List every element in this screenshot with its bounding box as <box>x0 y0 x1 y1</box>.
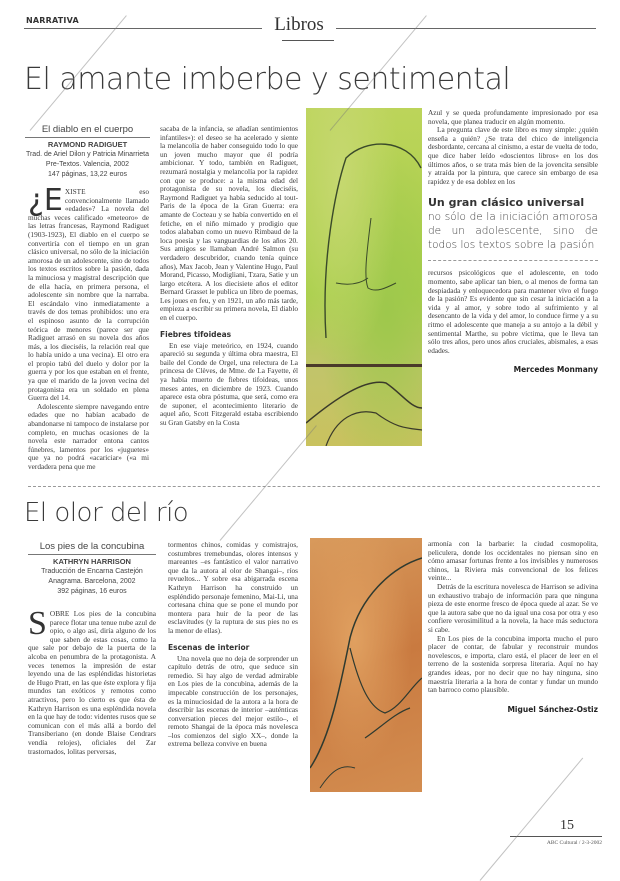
subheading: Escenas de interior <box>168 642 250 652</box>
review1-column-2 <box>160 125 298 428</box>
paragraph: En ese viaje meteórico, en 1924, cuando apareció su segunda y última obra maestra, El baile del Conde de Orgel, una relectura de La princesa de Clèves, de Mme. de La Fayette, él ya había muerto de fiebres tifoideas, unos meses antes, en diciembre de 1923. Cuando aparece esta obra póstuma, que será, como era de suponer, el acontecimiento literario de aquel año, Scott Fitzgerald estaba escribiendo su Gran Gatsby en la Costa <box>160 340 298 427</box>
paragraph: En Los pies de la concubina importa mucho el puro placer de contar, de fabular y reconstruir mundos novelescos, e importa, claro está, el placer de leer en el terreno de la sostenida sorpresa literaria. Aquí no hay grandes ideas, por no decir que no hay ninguna, sino maestría literaria a la hora de contar y fundar un mundo tan barroco como plausible. <box>428 633 598 695</box>
publication-date: ABC Cultural / 2-3-2002 <box>546 840 602 846</box>
review1-headline: El amante imberbe y sentimental <box>24 62 511 97</box>
paragraph: sacaba de la infancia, se añadían sentimientos infantiles»): el deseo se ha acelerado y siente la melancolía de haber conseguido todo lo que un joven mucho mayor que él podría ambicionar. Y todo, también en Radiguet, rezumará nostalgia y melancolía por la rapidez con que se produce: a la misma edad del protagonista de su novela, los dieciséis, Raymond Radiguet ya había seducido al tout-Paris de la época de la Gran Guerra: era amante de Cocteau y se había convertido en el fetiche, en el niño mimado y prodigio que todos alababan como un nuevo Rimbaud de la loca poesía y las vanguardias de los años 20. Sus amigos se llamaban André Salmon (su verdadero descubridor, cuando tenía quince años), Max Jacob, Jean y Valentine Hugo, Paul Morand, Picasso, Modigliani, Tzara, Satie y un largo etcétera. A los diecisiete años el editor Bernard Grasset le publica un libro de poemas, Les joues en feu, y en 1921, un año más tarde, empieza a escribir su primera novela, El diablo en el cuerpo. <box>160 124 298 323</box>
book-translation: Traducción de Encarna Castejón <box>41 568 143 575</box>
pull-quote <box>428 196 598 261</box>
section-label: NARRATIVA <box>26 16 79 25</box>
painting-green-figure <box>306 108 422 446</box>
paragraph: OBRE Los pies de la concubina parece flotar una tenue nube azul de opio, o algo así, diría alguno de los que saben de estas cosas, como la que sale por debajo de la puerta de la alcoba en penumbra de la protagonista. A veces tenemos la impresión de estar leyendo una de las espléndidas historietas de Hugo Pratt, en las que éste explora y fija mundos tan exóticos y remotos como atractivos, pero lo cierto es que ésta de Kathryn Harrison es una espléndida novela en la que hay de todo: videntes rusos que se comunican con el más allá a bordo del Transiberiano (en donde Blaise Cendrars vendía relojes), oficiales del Zar trastornados, lolitas perversas, <box>28 609 156 756</box>
pull-quote-divider <box>428 260 598 261</box>
book-author: KATHRYN HARRISON <box>53 557 131 566</box>
painting-sketch-lines <box>310 538 422 792</box>
painting-orange-figure <box>310 538 422 792</box>
page-number: 15 <box>560 818 574 833</box>
paragraph: Una novela que no deja de sorprender un capítulo detrás de otro, que seduce sin remedio. Si hay algo de verdad admirable en Los pies de la concubina, además de la impecable construcción de los personajes, es la minuciosidad de la autora a la hora de describir las escenas de interior –auténticas conversation pieces del mejor estilo–, el remoto Shangai de la época más novelesca –los comienzos del siglo XX–, donde la extrema belleza convive en buena <box>168 653 298 749</box>
review1-column-1 <box>28 183 149 472</box>
book-title: Los pies de la concubina <box>28 541 156 555</box>
review1-byline: Mercedes Monmany <box>513 365 598 375</box>
book-details: 147 páginas, 13,22 euros <box>47 171 127 178</box>
drop-cap: ¿E <box>28 183 63 218</box>
paragraph: Azul y se queda profundamente impresionado por esa novela, que planea traducir en algún momento. <box>428 108 598 126</box>
review2-byline: Miguel Sánchez-Ostiz <box>507 704 598 714</box>
section-name-underline <box>282 40 334 41</box>
pull-quote-body: no sólo de la iniciación amorosa de un adolescente, sino de todos los textos sobre la pasión <box>428 211 598 252</box>
section-divider <box>28 486 600 487</box>
book-details: 392 páginas, 16 euros <box>57 588 127 595</box>
watermark-line <box>220 425 317 541</box>
book-author: RAYMOND RADIGUET <box>47 140 128 149</box>
review2-column-1 <box>28 605 156 756</box>
footer-rule <box>510 836 602 837</box>
book-publisher: Pre-Textos. Valencia, 2002 <box>45 161 130 168</box>
painting-sketch-lines <box>306 108 422 446</box>
review2-column-4 <box>428 540 598 715</box>
paragraph: tormentos chinos, comidas y comistrajos, costumbres tremebundas, olores intensos y mareantes –es fantástico el valor narrativo que da la autora al olor de Shangai–, ríos revueltos... Y sobre esa abigarrada escena Kathryn Harrison ha construido un espléndido personaje femenino, Mai-Li, una cortesana china que se pone el mundo por montera para huir de la peor de las esclavitudes (y la ruptura de sus pies no es la menor de ellas). <box>168 540 298 635</box>
book-publisher: Anagrama. Barcelona, 2002 <box>48 578 136 585</box>
subheading: Fiebres tifoideas <box>160 329 232 339</box>
paragraph: XISTE eso convencionalmente llamado «edades»? La novela del muchas veces calificado «meteoro» de las letras francesas, Raymond Radiguet (1903-1923), El diablo en el cuerpo se convertiría con el tiempo en un gran clásico universal, no sólo de la iniciación amorosa de un adolescente, sino de todos los textos escritos sobre la pasión, dada la minuciosa y magistral descripción que de ella hacía, en primera persona, el adolescente sin nombre que la narraba. El escándalo vino inmediatamente a través de dos temas prohibidos: uno era el espinoso asunto de la corrupción teórica de menores (parece ser que Radiguet arrasó en su novela dos años más, a los dieciséis, la relación real que lo había unido a una vecina). El otro era el propio tabú del duelo y dolor por la guerra y por los que estaban en el frente, ya que el marido de la joven vecina del protagonista era un soldado en plena Guerra del 14. <box>28 187 149 403</box>
review2-book-info <box>28 541 156 597</box>
paragraph: La pregunta clave de este libro es muy simple: ¿quién enseña a quién? ¿Se trata del chico de inteligencia desbordante, cercana al cinismo, a estar de vuelta de todo, que dice haber leído «doscientos libros» en los dos últimos años, o se trata más bien de la jovencita sensible y atraída por la pintura, que carece sin embargo de esa rapidez y de esa doblez en los <box>428 125 598 186</box>
drop-cap: S <box>28 605 47 642</box>
paragraph: Detrás de la escritura novelesca de Harrison se adivina un exhaustivo trabajo de información para que ninguna pieza de este enorme fresco de época quede al azar. Se ve que la autora sabe que no da igual una cosa por otra y eso confiere verosimilitud a la novela, la hace más seductora si cabe. <box>428 581 598 634</box>
review2-column-2 <box>168 541 298 749</box>
book-translation: Trad. de Ariel Dilon y Patricia Minarrieta <box>25 151 150 158</box>
section-name: Libros <box>262 14 336 36</box>
paragraph: Adolescente siempre navegando entre edades que no habían acabado de abandonarse ni tampoco de instalarse por completo, en muchas ocasiones de la novela este narrador entona cantos fúnebres, lamentos por los «juguetes» que ya no podrá «acariciar» («a mi verdadera pena que me <box>28 401 149 471</box>
paragraph: recursos psicológicos que el adolescente, en todo momento, sabe aplicar tan bien, o al menos de forma tan despiadada y enloquecedora para mantener vivo el fuego de la pasión? Es evidente que sin cesar la iniciación a la vida y al amor, y sobre todo al sufrimiento y al desencanto de la vida y del amor, lo conduce firme y a su ritmo el adolescente que maneja a su antojo a la débil y sentimental Marthe, su pobre víctima, que le lleva tan sólo tres años, pero unos años cruciales, abismales, a esas edades. <box>428 268 598 355</box>
review1-book-info <box>25 124 150 180</box>
review1-column-4 <box>428 109 598 375</box>
pull-quote-title: Un gran clásico universal <box>428 196 585 210</box>
review2-headline: El olor del río <box>24 498 189 528</box>
book-title: El diablo en el cuerpo <box>25 124 150 138</box>
paragraph: armonía con la barbarie: la ciudad cosmopolita, peliculera, donde los occidentales no piensan sino en cómo amasar fortunas frente a los invisibles y numerosos chinos, la Riviera más convencional de los felices veinte... <box>428 539 598 583</box>
